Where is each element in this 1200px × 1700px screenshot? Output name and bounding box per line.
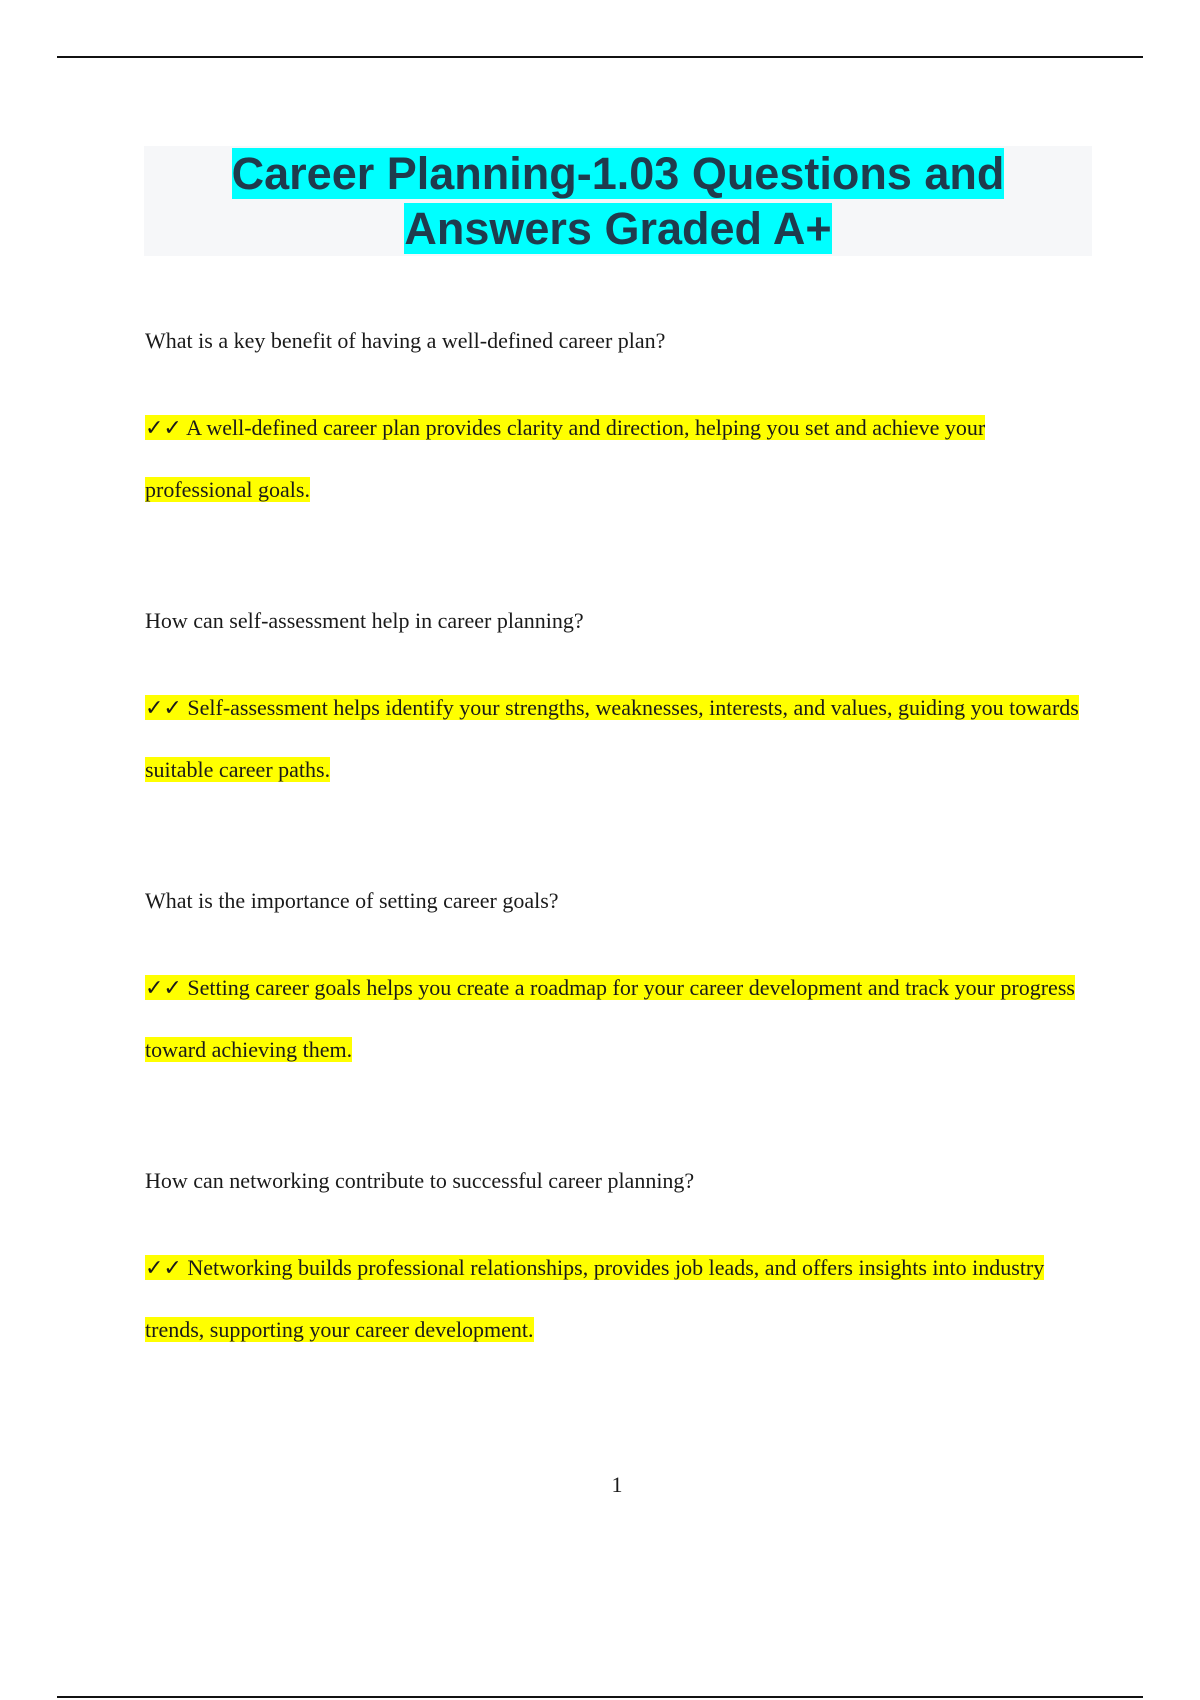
header-rule xyxy=(57,56,1143,58)
question-4: How can networking contribute to successful career planning? xyxy=(145,1168,695,1193)
check-mark-icon: ✓✓ xyxy=(145,696,182,721)
answer-2 xyxy=(145,677,1095,800)
answer-2-text: Self-assessment helps identify your strengths, weaknesses, interests, and values, guiding you towards suitable career paths. xyxy=(145,695,1079,782)
question-3: What is the importance of setting career goals? xyxy=(145,888,559,913)
footer-rule xyxy=(57,1696,1143,1698)
qa-item-1 xyxy=(145,326,1095,520)
question-2: How can self-assessment help in career planning? xyxy=(145,608,584,633)
check-mark-icon: ✓✓ xyxy=(145,416,182,441)
qa-item-3 xyxy=(145,886,1095,1080)
check-mark-icon: ✓✓ xyxy=(145,1256,182,1281)
document-title: Career Planning-1.03 Questions and Answers Graded A+ xyxy=(231,148,1005,254)
answer-3 xyxy=(145,957,1095,1080)
page-number: 1 xyxy=(611,1472,623,1497)
answer-4-text: Networking builds professional relationships, provides job leads, and offers insights into industry trends, supporting your career development. xyxy=(145,1255,1045,1342)
answer-3-text: Setting career goals helps you create a roadmap for your career development and track your progress toward achieving them. xyxy=(145,975,1075,1062)
answer-1 xyxy=(145,397,1095,520)
qa-item-4 xyxy=(145,1166,1095,1360)
qa-item-2 xyxy=(145,606,1095,800)
check-mark-icon: ✓✓ xyxy=(145,976,182,1001)
title-block xyxy=(144,146,1092,256)
question-1: What is a key benefit of having a well-defined career plan? xyxy=(145,328,666,353)
answer-1-text: A well-defined career plan provides clarity and direction, helping you set and achieve your professional goals. xyxy=(145,415,986,502)
answer-4 xyxy=(145,1237,1095,1360)
